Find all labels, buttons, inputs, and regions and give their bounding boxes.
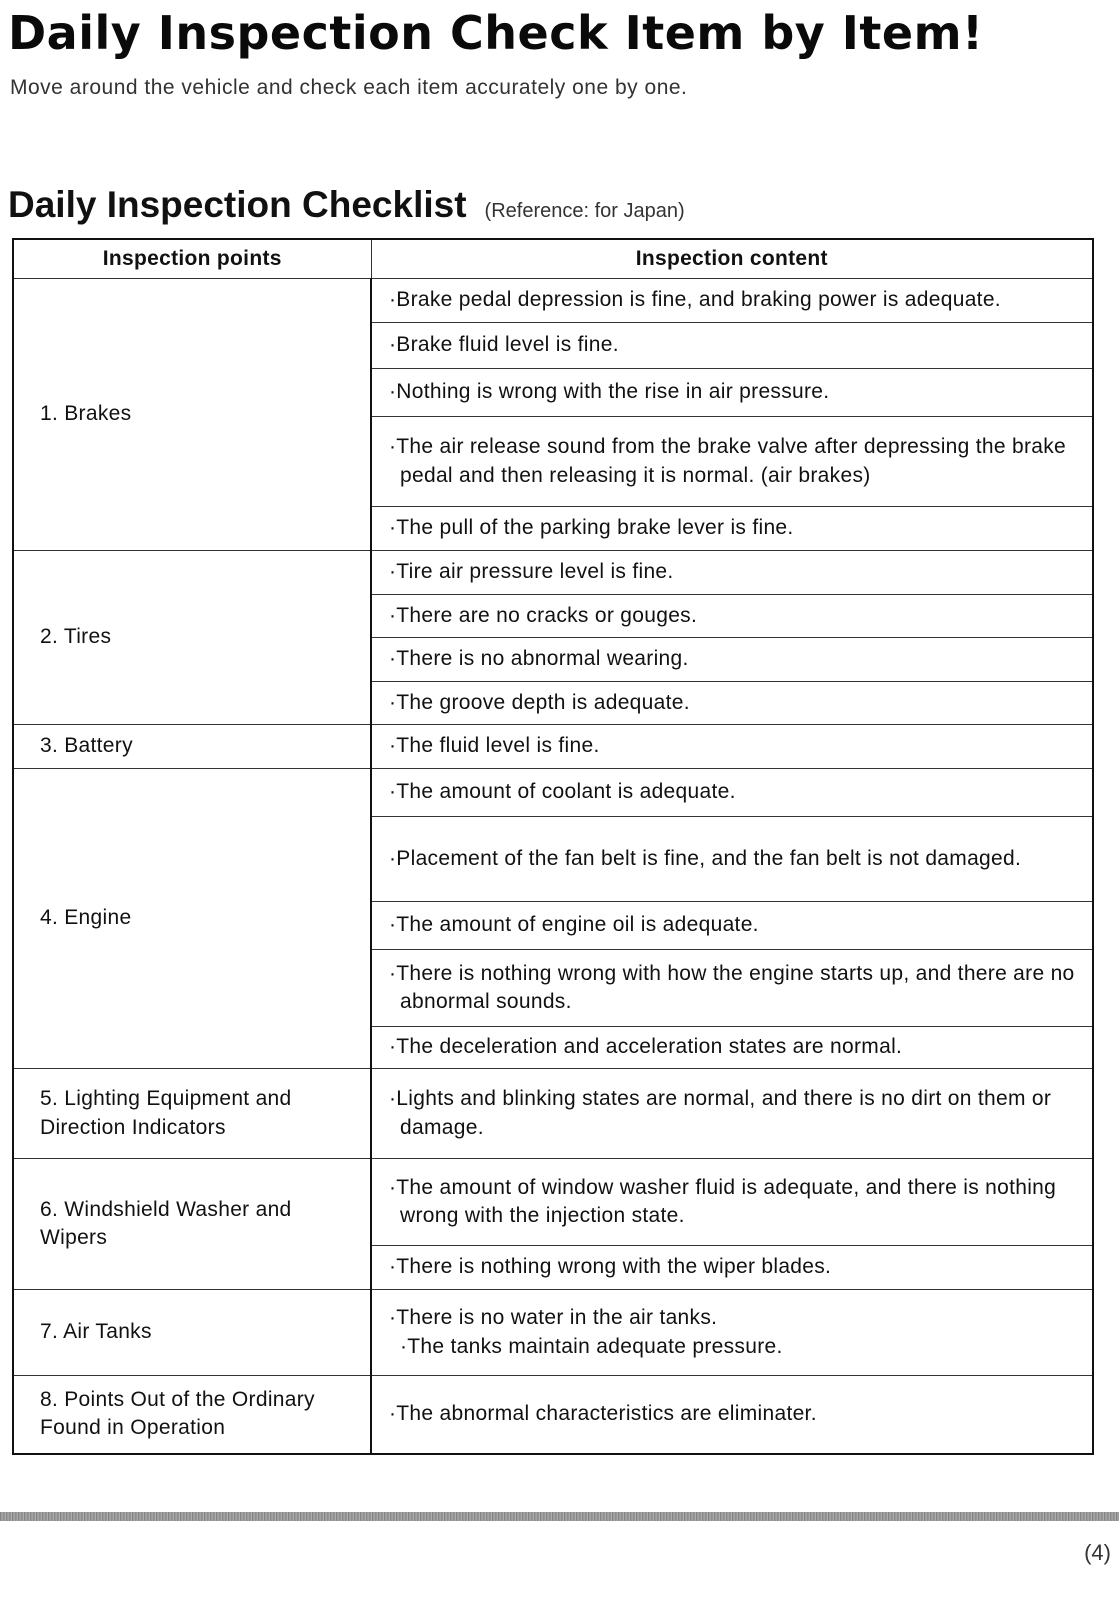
inspection-point: 1. Brakes [13, 279, 371, 551]
inspection-item: ·The groove depth is adequate. [371, 682, 1093, 725]
inspection-item: ·There is nothing wrong with how the engine starts up, and there are no abnormal sounds. [371, 950, 1093, 1027]
table-row [13, 1376, 1093, 1454]
page-subtitle: Move around the vehicle and check each item accurately one by one. [10, 76, 688, 99]
inspection-point: 7. Air Tanks [13, 1290, 371, 1376]
table-row [13, 551, 1093, 595]
table-row [13, 769, 1093, 817]
column-header-points: Inspection points [13, 239, 371, 279]
inspection-item: ·The air release sound from the brake valve after depressing the brake pedal and then releasing it is normal. (air brakes) [371, 417, 1093, 507]
inspection-item: ·The amount of engine oil is adequate. [371, 902, 1093, 950]
bottom-divider [0, 1512, 1119, 1521]
inspection-point: 3. Battery [13, 725, 371, 769]
inspection-point: 6. Windshield Washer and Wipers [13, 1159, 371, 1290]
inspection-item: ·The abnormal characteristics are eliminater. [371, 1376, 1093, 1454]
inspection-item: ·The fluid level is fine. [371, 725, 1093, 769]
inspection-item: ·There are no cracks or gouges. [371, 595, 1093, 638]
inspection-point: 8. Points Out of the Ordinary Found in Operation [13, 1376, 371, 1454]
table-row [13, 279, 1093, 323]
inspection-item: ·The amount of window washer fluid is adequate, and there is nothing wrong with the injection state. [371, 1159, 1093, 1246]
inspection-point: 2. Tires [13, 551, 371, 725]
section-title: Daily Inspection Checklist [8, 184, 467, 225]
inspection-item: ·Brake fluid level is fine. [371, 323, 1093, 369]
page-title: Daily Inspection Check Item by Item! [8, 6, 984, 60]
table-header-row [13, 239, 1093, 279]
inspection-item: ·Brake pedal depression is fine, and braking power is adequate. [371, 279, 1093, 323]
inspection-item: ·There is nothing wrong with the wiper blades. [371, 1246, 1093, 1290]
inspection-item: ·The amount of coolant is adequate. [371, 769, 1093, 817]
inspection-checklist-table [12, 238, 1094, 1455]
inspection-point: 4. Engine [13, 769, 371, 1069]
section-heading [8, 184, 685, 226]
inspection-item: ·Lights and blinking states are normal, and there is no dirt on them or damage. [371, 1069, 1093, 1159]
inspection-point: 5. Lighting Equipment and Direction Indicators [13, 1069, 371, 1159]
table-row [13, 725, 1093, 769]
inspection-item: ·The pull of the parking brake lever is fine. [371, 507, 1093, 551]
inspection-item: ·Tire air pressure level is fine. [371, 551, 1093, 595]
table-row [13, 1290, 1093, 1376]
table-row [13, 1069, 1093, 1159]
inspection-item: ·Placement of the fan belt is fine, and the fan belt is not damaged. [371, 817, 1093, 902]
section-reference: (Reference: for Japan) [484, 200, 685, 222]
inspection-item: ·Nothing is wrong with the rise in air pressure. [371, 369, 1093, 417]
page-number: (4) [1084, 1540, 1111, 1565]
inspection-item: ·There is no water in the air tanks. ·The tanks maintain adequate pressure. [371, 1290, 1093, 1376]
table-row [13, 1159, 1093, 1246]
inspection-item: ·The deceleration and acceleration states are normal. [371, 1027, 1093, 1069]
column-header-content: Inspection content [371, 239, 1093, 279]
inspection-item: ·There is no abnormal wearing. [371, 638, 1093, 682]
